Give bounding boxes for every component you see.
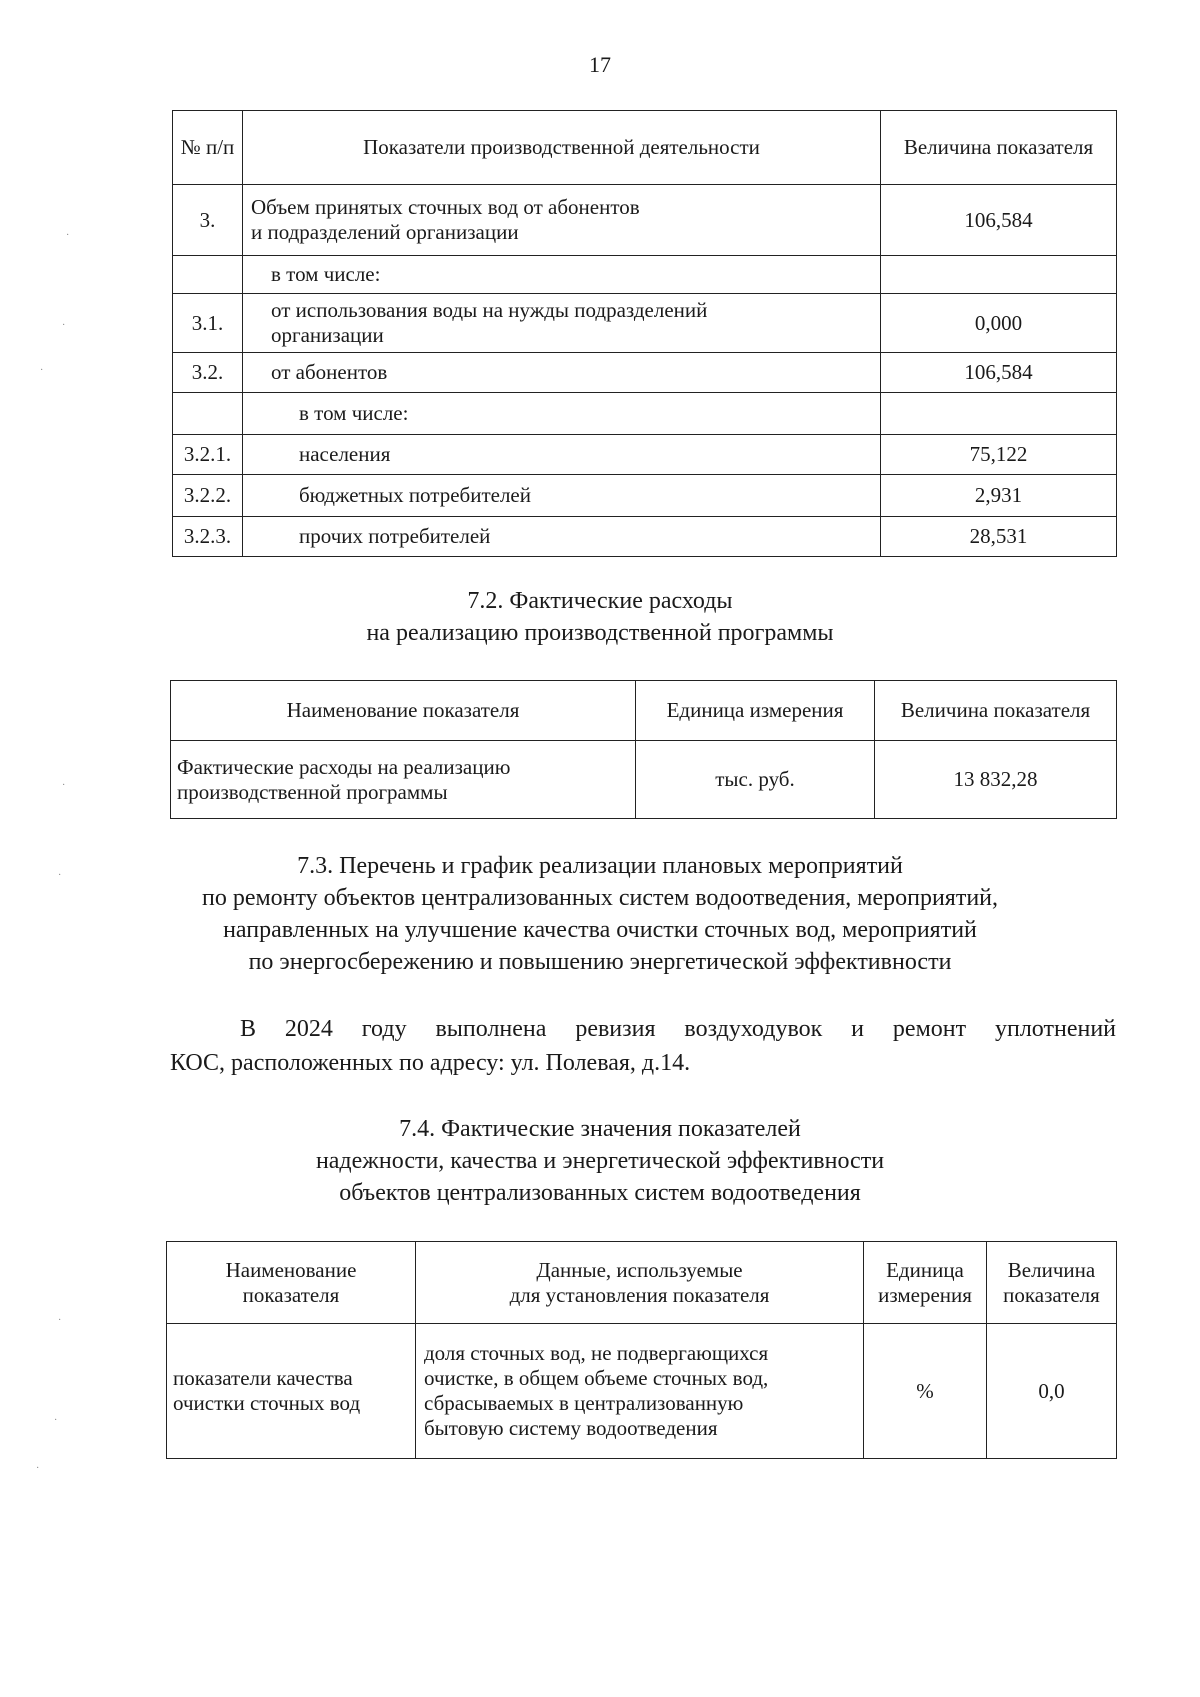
section-7-2-heading	[0, 585, 1200, 649]
cell-name-line: очистки сточных вод	[173, 1391, 361, 1415]
cell-data-line: доля сточных вод, не подвергающихся	[424, 1341, 769, 1365]
cell-name-line: Объем принятых сточных вод от абонентов	[251, 195, 640, 219]
header-line: показателя	[242, 1282, 340, 1307]
heading-line: по ремонту объектов централизованных систем водоотведения, мероприятий,	[201, 885, 999, 911]
cell-value	[881, 393, 1117, 435]
scan-speck: ·	[62, 320, 66, 331]
header-value	[881, 111, 1117, 185]
cell-data-line: сбрасываемых в централизованную	[424, 1391, 744, 1415]
cell-name-line: Фактические расходы на реализацию	[177, 754, 511, 779]
header-line: измерения	[878, 1282, 972, 1307]
cell-name: населения	[243, 435, 881, 475]
indicators-values-table	[166, 1241, 1117, 1459]
scan-speck: ·	[58, 1315, 62, 1326]
heading-line: на реализацию производственной программы	[366, 620, 834, 646]
heading-line: направленных на улучшение качества очистки сточных вод, мероприятий	[223, 917, 977, 943]
table-row	[173, 294, 1117, 353]
cell-name-line: организации	[271, 323, 384, 347]
section-7-4-heading	[0, 1113, 1200, 1209]
table-row	[173, 256, 1117, 294]
heading-line: объектов централизованных систем водоотведения	[339, 1180, 861, 1206]
cell-num: 3.1.	[173, 294, 243, 353]
table-header-row	[167, 1242, 1117, 1324]
scan-speck: ·	[62, 780, 66, 791]
scan-speck: ·	[58, 870, 62, 881]
table-row	[173, 353, 1117, 393]
cell-value	[881, 256, 1117, 294]
header-line: показателя	[1003, 1282, 1100, 1307]
header-line: для установления показателя	[509, 1282, 770, 1307]
section-7-3-heading	[0, 850, 1200, 978]
header-name-label: Показатели производственной деятельности	[363, 135, 760, 159]
cell-num: 3.	[173, 185, 243, 256]
table-header-row	[171, 681, 1117, 741]
heading-line: по энергосбережению и повышению энергетической эффективности	[248, 949, 952, 975]
table-row	[171, 741, 1117, 819]
cell-value: 106,584	[881, 353, 1117, 393]
table-row	[173, 435, 1117, 475]
cell-num: 3.2.	[173, 353, 243, 393]
page-number: 17	[589, 52, 611, 77]
cell-num: 3.2.3.	[173, 517, 243, 557]
body-paragraph	[170, 1012, 1116, 1080]
header-unit: Единица измерения	[636, 681, 875, 741]
cell-num	[173, 393, 243, 435]
cell-name: в том числе:	[243, 256, 881, 294]
paragraph-text: В 2024 году выполнена ревизия воздуходувок и ремонт уплотнений	[240, 1016, 1116, 1042]
header-name	[243, 111, 881, 185]
scan-speck: ·	[40, 365, 44, 376]
header-name: Наименование показателя	[171, 681, 636, 741]
cell-name-line: от использования воды на нужды подразделений	[271, 298, 708, 322]
table-row	[173, 393, 1117, 435]
scan-speck: ·	[66, 230, 70, 241]
header-data	[416, 1242, 864, 1324]
cell-name: прочих потребителей	[243, 517, 881, 557]
expenses-table	[170, 680, 1117, 819]
paragraph-line: КОС, расположенных по адресу: ул. Полевая, д.14.	[170, 1050, 691, 1076]
table-row	[173, 185, 1117, 256]
table-row	[167, 1324, 1117, 1459]
cell-data-line: бытовую систему водоотведения	[424, 1416, 718, 1440]
cell-value: 0,0	[987, 1324, 1117, 1459]
cell-name: от абонентов	[243, 353, 881, 393]
cell-value: 28,531	[881, 517, 1117, 557]
cell-value: 106,584	[881, 185, 1117, 256]
cell-name-line: и подразделений организации	[251, 220, 519, 244]
header-line: Единица	[886, 1257, 964, 1282]
cell-unit: %	[864, 1324, 987, 1459]
header-value-label: Величина показателя	[903, 135, 1094, 159]
header-value	[987, 1242, 1117, 1324]
cell-num: 3.2.2.	[173, 475, 243, 517]
cell-value: 75,122	[881, 435, 1117, 475]
table-row	[173, 517, 1117, 557]
cell-name	[243, 294, 881, 353]
cell-num: 3.2.1.	[173, 435, 243, 475]
table-row	[173, 475, 1117, 517]
header-value: Величина показателя	[875, 681, 1117, 741]
heading-line: 7.4. Фактические значения показателей	[399, 1116, 801, 1142]
heading-line: надежности, качества и энергетической эффективности	[315, 1148, 885, 1174]
header-line: Данные, используемые	[536, 1257, 743, 1282]
table-header-row	[173, 111, 1117, 185]
cell-data-line: очистке, в общем объеме сточных вод,	[424, 1366, 769, 1390]
cell-name	[167, 1324, 416, 1459]
scan-speck: ·	[36, 1463, 40, 1474]
header-line: Наименование	[225, 1257, 357, 1282]
cell-num	[173, 256, 243, 294]
cell-name	[171, 741, 636, 819]
cell-data	[416, 1324, 864, 1459]
paragraph-line	[170, 1012, 1116, 1046]
header-num-label: № п/п	[180, 135, 235, 159]
production-indicators-table	[172, 110, 1117, 557]
cell-value: 2,931	[881, 475, 1117, 517]
cell-name-line: показатели качества	[173, 1366, 353, 1390]
cell-name-line: производственной программы	[177, 779, 448, 804]
heading-line: 7.3. Перечень и график реализации плановых мероприятий	[297, 853, 903, 879]
cell-name: бюджетных потребителей	[243, 475, 881, 517]
cell-unit: тыс. руб.	[636, 741, 875, 819]
cell-value: 13 832,28	[875, 741, 1117, 819]
header-num	[173, 111, 243, 185]
heading-line: 7.2. Фактические расходы	[467, 588, 733, 614]
cell-value: 0,000	[881, 294, 1117, 353]
cell-name	[243, 185, 881, 256]
scan-speck: ·	[54, 1415, 58, 1426]
header-line: Величина	[1007, 1257, 1096, 1282]
cell-name: в том числе:	[243, 393, 881, 435]
header-name	[167, 1242, 416, 1324]
header-unit	[864, 1242, 987, 1324]
